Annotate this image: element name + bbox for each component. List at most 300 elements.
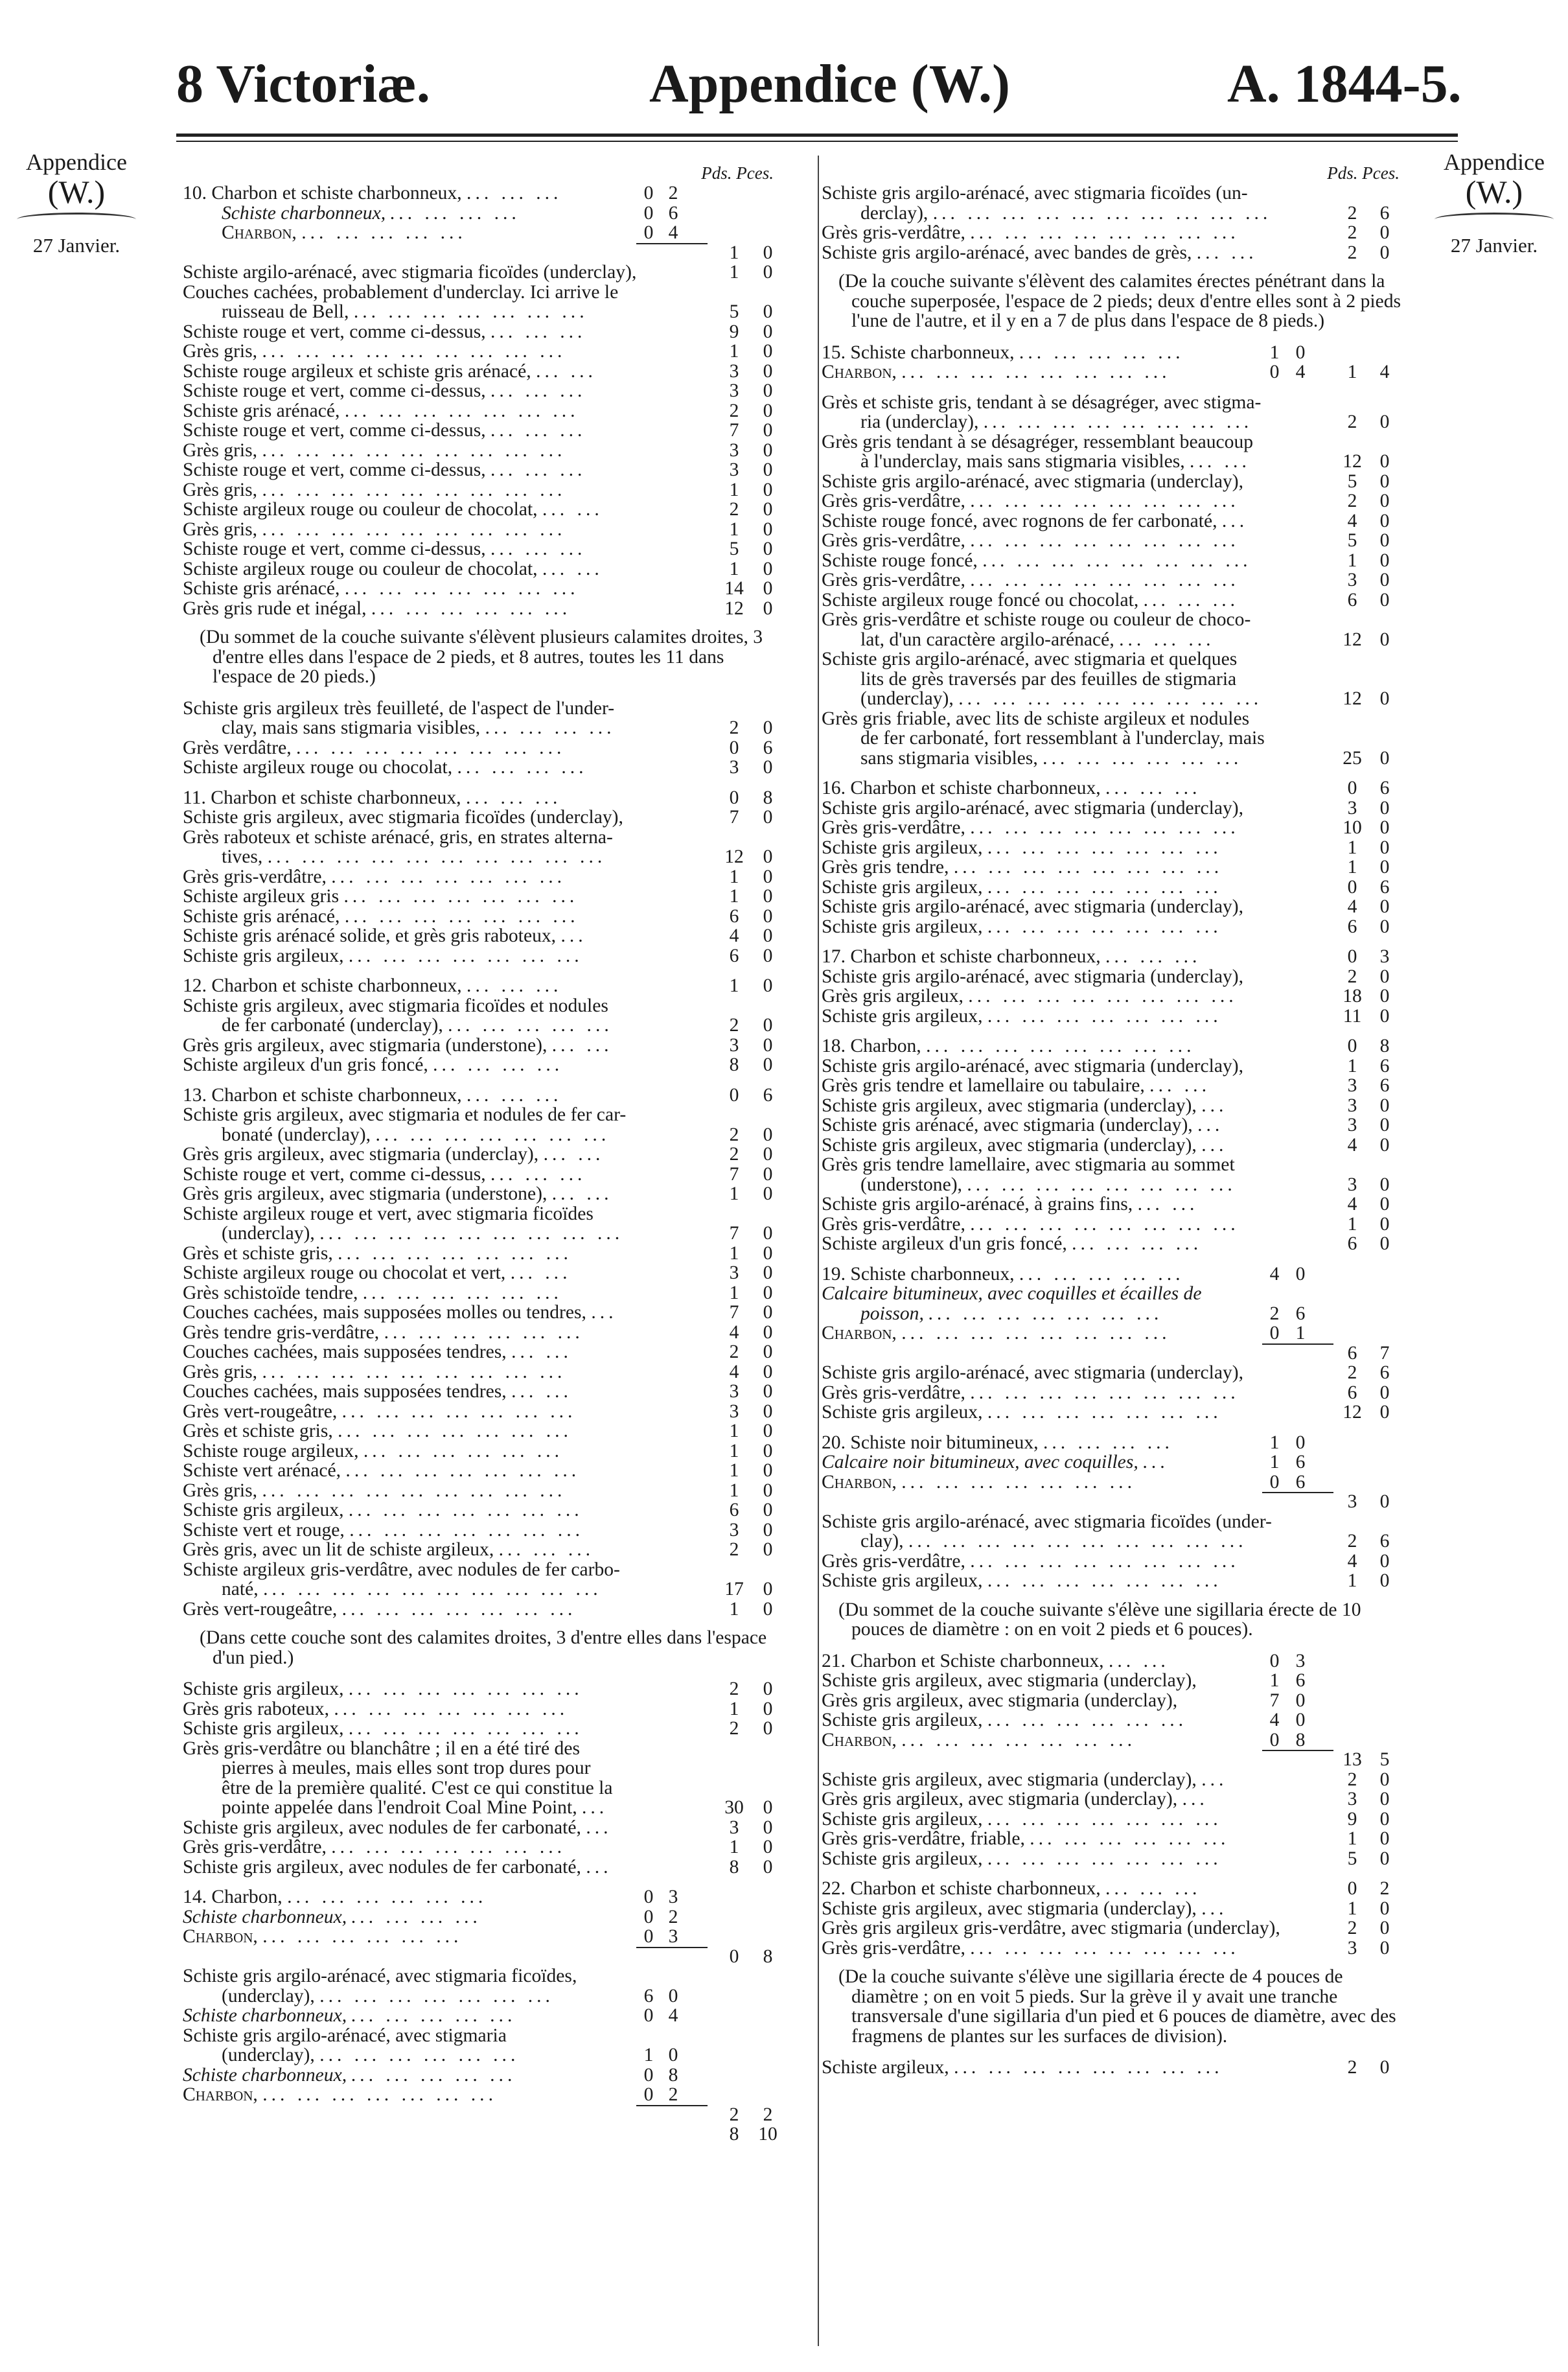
inches-value: 6 <box>1379 202 1390 224</box>
feet-value: 4 <box>729 925 739 946</box>
feet-value: 5 <box>1347 1848 1357 1869</box>
feet-value: 6 <box>1347 589 1357 610</box>
leader-dots: ... ... <box>536 360 597 382</box>
strata-label: Schiste gris argilo-arénacé, avec stigmaria (underclay), <box>822 966 1244 987</box>
inches-value: 6 <box>763 1084 773 1106</box>
spacer <box>183 966 792 976</box>
strata-row <box>822 749 1418 769</box>
strata-row <box>822 709 1418 729</box>
leader-dots: ... ... <box>1190 451 1251 472</box>
feet-value: 13 <box>1343 1749 1362 1770</box>
strata-row <box>822 1899 1418 1919</box>
strata-label: Grès raboteux et schiste arénacé, gris, en strates alterna- <box>183 826 613 848</box>
strata-label: Schiste gris argileux, ... ... ... ... ... ... ... <box>183 1718 583 1739</box>
sum-rule <box>1262 1750 1333 1751</box>
inches-value: 0 <box>763 479 773 500</box>
feet-value: 2 <box>729 1124 739 1145</box>
feet-sub: 4 <box>1269 1710 1280 1730</box>
leader-dots: ... ... ... ... ... ... ... ... ... <box>262 1361 566 1382</box>
strata-label: Grès gris-verdâtre, ... ... ... ... ... ... ... ... <box>822 1937 1239 1959</box>
feet-value: 2 <box>729 1718 739 1739</box>
leader-dots: ... ... ... ... ... ... <box>287 1887 487 1907</box>
feet-value: 1 <box>1347 550 1357 571</box>
feet-value: 3 <box>1347 797 1357 819</box>
strata-label: Couches cachées, probablement d'underclay. Ici arrive le <box>183 281 619 303</box>
inches-value: 0 <box>763 1282 773 1303</box>
inches-value: 0 <box>763 360 773 382</box>
inches-value: 0 <box>763 499 773 520</box>
feet-sub: 0 <box>643 2064 654 2086</box>
inches-sub: 3 <box>668 1926 678 1947</box>
leader-dots: ... ... ... ... <box>351 1906 482 1927</box>
strata-row <box>183 907 792 927</box>
feet-value: 2 <box>729 1015 739 1036</box>
inches-sub: 0 <box>1295 342 1306 363</box>
inches-value: 0 <box>763 598 773 619</box>
strata-row <box>183 1303 792 1323</box>
strata-label: Grès gris, ... ... ... ... ... ... ... ... ... <box>183 479 566 500</box>
inches-value: 0 <box>763 341 773 362</box>
strata-row <box>183 322 792 342</box>
strata-row <box>183 1500 792 1520</box>
strata-row <box>183 183 792 203</box>
spacer <box>183 1877 792 1887</box>
inches-value: 0 <box>763 1242 773 1264</box>
strata-row <box>822 728 1418 749</box>
strata-label: Schiste gris argileux, avec nodules de fer carbonaté, ... <box>183 1856 612 1878</box>
strata-row <box>183 1947 792 1967</box>
strata-row <box>183 1719 792 1739</box>
strata-row <box>183 362 792 382</box>
strata-label: Schiste argileux rouge ou couleur de chocolat, ... ... <box>183 558 603 579</box>
strata-row <box>183 2085 792 2105</box>
feet-value: 0 <box>729 737 739 758</box>
strata-label: (underclay), ... ... ... ... ... ... ... ... ... <box>222 1223 624 1244</box>
strata-row <box>822 1691 1418 1711</box>
leader-dots: ... ... ... <box>467 183 562 203</box>
note-paragraph: (De la couche suivante s'élèvent des calamites érectes pénétrant dans la couche superposée, l'espace de 2 pieds; deux d'entre elles sont à 2 pieds l'une de l'autre, et il y en a 7 de plus dans l'espace de 8 pieds.) <box>838 271 1401 331</box>
feet-value: 1 <box>729 518 739 540</box>
strata-row <box>183 1283 792 1303</box>
strata-label: Grès tendre gris-verdâtre, ... ... ... ... ... ... <box>183 1321 584 1343</box>
strata-label: 22. Charbon et schiste charbonneux, ... ... ... <box>822 1878 1201 1899</box>
strata-row <box>183 1184 792 1204</box>
leader-dots: ... ... ... ... ... ... ... <box>987 1402 1222 1423</box>
feet-value: 1 <box>729 886 739 907</box>
leader-dots: ... ... ... ... ... ... ... <box>987 916 1222 937</box>
strata-label: tives, ... ... ... ... ... ... ... ... ... ... <box>222 846 606 867</box>
leader-dots: ... ... ... ... ... ... ... <box>987 876 1222 898</box>
inches-sub: 6 <box>1295 1471 1306 1493</box>
strata-label: Schiste gris argileux, ... ... ... ... ... ... ... <box>183 1679 583 1699</box>
leader-dots: ... ... ... ... ... ... ... <box>338 1421 572 1441</box>
inches-value: 4 <box>1379 362 1390 382</box>
strata-row <box>183 1560 792 1580</box>
leader-dots: ... ... ... ... ... ... ... <box>928 1303 1164 1324</box>
feet-value: 6 <box>729 945 739 966</box>
strata-row <box>822 1076 1418 1096</box>
strata-row <box>183 1927 792 1947</box>
strata-label: Schiste gris argileux, avec stigmaria ficoïdes (underclay), <box>183 807 623 828</box>
inches-value: 0 <box>1379 1848 1390 1869</box>
inches-value: 0 <box>1379 1918 1390 1938</box>
feet-value: 2 <box>729 1539 739 1560</box>
header-title: Appendice (W.) <box>649 54 1010 114</box>
inches-value: 8 <box>763 787 773 808</box>
leader-dots: ... ... ... ... ... ... ... ... <box>953 857 1223 878</box>
strata-row <box>183 808 792 828</box>
inches-value: 0 <box>763 846 773 867</box>
inches-value: 8 <box>763 1946 773 1967</box>
strata-row <box>183 2006 792 2026</box>
strata-row <box>183 1105 792 1125</box>
strata-label: bonaté (underclay), ... ... ... ... ... ... ... <box>222 1124 610 1145</box>
feet-value: 3 <box>729 1401 739 1422</box>
right-rows <box>822 183 1418 2078</box>
leader-dots: ... ... ... ... <box>390 202 521 224</box>
strata-label: sans stigmaria visibles, ... ... ... ... ... ... <box>860 747 1243 769</box>
leader-dots: ... ... ... <box>1105 946 1201 967</box>
feet-sub: 1 <box>1269 1670 1280 1691</box>
feet-sub: 1 <box>643 2045 654 2065</box>
leader-dots: ... ... ... ... ... ... ... ... ... ... <box>932 202 1272 224</box>
feet-value: 3 <box>1347 1937 1357 1959</box>
strata-label: de fer carbonaté (underclay), ... ... ... ... ... <box>222 1015 613 1036</box>
margin-appendice: Appendice <box>26 149 127 175</box>
strata-label: Charbon, ... ... ... ... ... ... <box>183 1926 463 1947</box>
strata-row <box>183 520 792 540</box>
strata-row <box>183 2124 792 2145</box>
strata-row <box>183 976 792 996</box>
inches-value: 0 <box>763 1302 773 1323</box>
strata-row <box>822 1750 1418 1770</box>
inches-sub: 0 <box>1295 1690 1306 1711</box>
strata-label: Schiste charbonneux, ... ... ... ... <box>222 202 521 224</box>
leader-dots: ... ... <box>543 1144 605 1165</box>
feet-sub: 1 <box>1269 1432 1280 1453</box>
leader-dots: ... ... ... <box>1143 589 1239 610</box>
strata-label: Grès gris tendre, ... ... ... ... ... ... ... ... <box>822 857 1223 878</box>
strata-row <box>183 2065 792 2086</box>
strata-row <box>183 1778 792 1798</box>
inches-value: 0 <box>763 1579 773 1599</box>
leader-dots: ... ... ... ... ... <box>448 1015 613 1036</box>
feet-value: 6 <box>1347 1233 1357 1254</box>
leader-dots: ... ... ... ... ... ... ... ... <box>954 2057 1223 2078</box>
inches-value: 0 <box>763 1500 773 1520</box>
inches-value: 0 <box>763 1342 773 1362</box>
strata-row <box>183 1323 792 1343</box>
strata-row <box>183 243 792 263</box>
strata-row <box>183 1086 792 1106</box>
strata-row <box>822 1175 1418 1195</box>
feet-sub: 2 <box>1269 1303 1280 1324</box>
inches-value: 0 <box>763 1144 773 1165</box>
strata-label: Grès gris-verdâtre, ... ... ... ... ... ... ... ... <box>822 530 1239 551</box>
inches-sub: 4 <box>668 2005 678 2026</box>
strata-row <box>183 828 792 848</box>
strata-row <box>183 1204 792 1224</box>
leader-dots: ... ... ... ... ... ... ... ... <box>968 986 1238 1006</box>
inches-value: 0 <box>763 1460 773 1481</box>
feet-value: 3 <box>729 1519 739 1541</box>
margin-brace <box>17 213 136 226</box>
strata-row <box>822 472 1418 492</box>
strata-row <box>822 1343 1418 1364</box>
strata-label: à l'underclay, mais sans stigmaria visibles, ... ... <box>860 451 1251 472</box>
inches-value: 0 <box>763 1539 773 1560</box>
leader-dots: ... ... ... ... ... ... ... <box>901 1729 1136 1750</box>
strata-label: Grès gris-verdâtre, ... ... ... ... ... ... ... ... <box>822 1213 1239 1235</box>
spacer <box>822 1026 1418 1036</box>
strata-label: clay), ... ... ... ... ... ... ... ... ... ... <box>860 1531 1247 1552</box>
strata-label: pointe appelée dans l'endroit Coal Mine Point, ... <box>222 1797 608 1818</box>
inches-value: 0 <box>1379 817 1390 838</box>
leader-dots: ... ... ... ... ... ... ... <box>348 1718 583 1739</box>
strata-row <box>822 1036 1418 1056</box>
sum-rule <box>636 1947 708 1948</box>
strata-row <box>822 669 1418 690</box>
leader-dots: ... ... ... ... ... <box>1019 1263 1184 1285</box>
inches-value: 0 <box>763 321 773 342</box>
leader-dots: ... ... ... ... ... ... ... ... ... <box>262 341 566 362</box>
strata-row <box>183 1362 792 1382</box>
strata-row <box>822 986 1418 1006</box>
inches-value: 0 <box>1379 986 1390 1006</box>
feet-value: 2 <box>1347 1918 1357 1938</box>
inches-value: 0 <box>763 518 773 540</box>
feet-sub: 0 <box>1269 1729 1280 1750</box>
strata-label: (underclay), ... ... ... ... ... ... ... <box>222 1985 554 2006</box>
strata-label: Schiste gris arénacé, avec stigmaria (underclay), ... <box>822 1115 1224 1135</box>
strata-label: Schiste gris argilo-arénacé, avec stigmaria (underclay), <box>822 1055 1244 1076</box>
inches-sub: 4 <box>668 222 678 243</box>
strata-label: Grès gris, ... ... ... ... ... ... ... ... ... <box>183 439 566 461</box>
strata-label: Schiste gris argileux, avec stigmaria (underclay), ... <box>822 1095 1228 1116</box>
leader-dots: ... ... ... <box>467 975 562 996</box>
leader-dots: ... ... ... <box>1105 1878 1201 1899</box>
inches-value: 0 <box>763 1054 773 1075</box>
leader-dots: ... ... ... <box>490 1163 586 1185</box>
leader-dots: ... ... ... ... ... ... ... <box>901 1471 1136 1493</box>
leader-dots: ... ... <box>1149 1075 1210 1096</box>
strata-row <box>822 1730 1418 1750</box>
strata-row <box>183 1540 792 1560</box>
strata-label: Schiste argileux, ... ... ... ... ... ... ... ... <box>822 2057 1223 2078</box>
strata-row <box>183 539 792 559</box>
leader-dots: ... ... ... ... ... ... ... ... ... <box>319 1223 624 1244</box>
inches-value: 0 <box>763 1598 773 1620</box>
strata-row <box>822 491 1418 511</box>
strata-row <box>822 223 1418 243</box>
leader-dots: ... ... ... ... ... <box>301 222 467 243</box>
strata-label: Schiste gris argileux, ... ... ... ... ... ... ... <box>822 1402 1222 1423</box>
strata-row <box>183 1441 792 1461</box>
margin-w: (W.) <box>47 173 106 210</box>
feet-value: 3 <box>729 380 739 401</box>
leader-dots: ... ... ... ... ... ... ... <box>987 1808 1222 1830</box>
inches-sub: 2 <box>668 2084 678 2105</box>
feet-value: 0 <box>729 1946 739 1967</box>
strata-label: Schiste gris argileux, ... ... ... ... ... ... ... <box>822 1808 1222 1830</box>
leader-dots: ... ... ... ... <box>1043 1432 1173 1453</box>
leader-dots: ... ... <box>1137 1194 1199 1215</box>
inches-value: 0 <box>1379 1005 1390 1027</box>
strata-row <box>822 838 1418 858</box>
strata-row <box>183 441 792 461</box>
strata-label: poisson, ... ... ... ... ... ... ... <box>860 1303 1164 1324</box>
leader-dots: ... ... ... ... ... ... ... <box>987 1570 1222 1591</box>
leader-dots: ... ... ... ... ... ... ... ... <box>970 530 1239 551</box>
inches-value: 0 <box>1379 2057 1390 2078</box>
strata-label: Schiste gris argileux, ... ... ... ... ... ... ... <box>822 916 1222 937</box>
strata-label: 17. Charbon et schiste charbonneux, ... ... ... <box>822 946 1201 967</box>
inches-value: 0 <box>1379 1174 1390 1195</box>
feet-value: 2 <box>729 499 739 520</box>
feet-value: 0 <box>729 1084 739 1106</box>
strata-label: Schiste vert et rouge, ... ... ... ... ... ... ... <box>183 1519 584 1541</box>
leader-dots: ... ... ... ... ... ... ... ... <box>901 1323 1171 1343</box>
note-paragraph: (De la couche suivante s'élève une sigillaria érecte de 4 pouces de diamètre ; on en voit 5 pieds. Sur la grève il y avait une tranche transversale d'une sigillaria d'un pied et 6 pouces de diamètre, avec des fragmens de plantes sur les surfaces de division). <box>838 1966 1396 2047</box>
margin-appendice: Appendice <box>1444 149 1545 175</box>
inches-value: 0 <box>763 1440 773 1461</box>
strata-row <box>822 1194 1418 1215</box>
feet-value: 1 <box>1347 362 1357 382</box>
strata-row <box>822 1006 1418 1027</box>
strata-row <box>183 1579 792 1599</box>
note-paragraph: (Dans cette couche sont des calamites droites, 3 d'entre elles dans l'espace d'un pied.) <box>200 1627 767 1668</box>
strata-label: Schiste gris argilo-arénacé, avec stigmaria ficoïdes, <box>183 1966 577 1986</box>
leader-dots: ... ... ... ... ... ... ... <box>348 1679 583 1699</box>
strata-row <box>183 480 792 500</box>
strata-row <box>822 1115 1418 1135</box>
leader-dots: ... ... ... <box>1119 629 1215 650</box>
strata-row <box>183 460 792 480</box>
leader-dots: ... ... ... ... ... ... <box>987 1710 1188 1730</box>
feet-value: 7 <box>729 1163 739 1185</box>
strata-label: Schiste rouge et vert, comme ci-dessus, ... ... ... <box>183 539 586 559</box>
inches-value: 0 <box>763 439 773 461</box>
feet-value: 1 <box>1347 1213 1357 1235</box>
strata-row <box>822 1710 1418 1730</box>
feet-value: 2 <box>1347 202 1357 224</box>
feet-value: 0 <box>1347 946 1357 967</box>
leader-dots: ... ... ... ... ... ... ... ... <box>926 1036 1195 1056</box>
leader-dots: ... ... ... ... ... ... ... <box>345 1460 581 1481</box>
margin-w: (W.) <box>1465 173 1523 210</box>
strata-row <box>183 1818 792 1838</box>
leader-dots: ... ... ... <box>490 459 586 480</box>
strata-label: Schiste argileux d'un gris foncé, ... ... ... ... <box>183 1054 564 1075</box>
feet-value: 12 <box>1343 451 1362 472</box>
margin-date: 27 Janvier. <box>32 234 121 257</box>
inches-value: 0 <box>1379 1134 1390 1156</box>
feet-value: 3 <box>729 1817 739 1838</box>
strata-row <box>822 649 1418 669</box>
inches-value: 0 <box>763 420 773 441</box>
feet-value: 5 <box>1347 530 1357 551</box>
inches-value: 0 <box>763 459 773 480</box>
leader-dots: ... <box>1143 1452 1170 1472</box>
leader-dots: ... <box>582 1797 608 1818</box>
leader-dots: ... ... ... ... ... ... ... ... ... <box>262 518 566 540</box>
inches-value: 0 <box>1379 1898 1390 1919</box>
leader-dots: ... ... ... ... ... ... ... ... <box>982 550 1252 571</box>
inches-value: 0 <box>763 301 773 322</box>
strata-row <box>822 590 1418 610</box>
strata-row <box>822 412 1418 432</box>
feet-sub: 0 <box>643 2084 654 2105</box>
strata-label: Grès gris tendant à se désagréger, ressemblant beaucoup <box>822 431 1254 452</box>
feet-sub: 0 <box>1269 1323 1280 1343</box>
feet-value: 3 <box>729 360 739 382</box>
spacer <box>183 778 792 788</box>
strata-row <box>822 1651 1418 1671</box>
strata-label: Grès gris, ... ... ... ... ... ... ... ... ... <box>183 1361 566 1382</box>
strata-row <box>822 243 1418 263</box>
inches-value: 8 <box>1379 1036 1390 1056</box>
feet-value: 6 <box>729 905 739 927</box>
strata-label: Schiste gris argilo-arénacé, avec stigmaria <box>183 2025 507 2046</box>
strata-label: Schiste gris arénacé solide, et grès gris raboteux, ... <box>183 925 587 946</box>
leader-dots: ... ... ... ... ... ... ... <box>349 1519 584 1541</box>
inches-sub: 3 <box>1295 1650 1306 1671</box>
strata-label: Schiste rouge argileux, ... ... ... ... ... ... <box>183 1440 564 1461</box>
feet-value: 4 <box>1347 1550 1357 1572</box>
inches-value: 0 <box>763 1361 773 1382</box>
leader-dots: ... ... ... ... ... ... <box>371 598 571 619</box>
feet-sub: 6 <box>643 1985 654 2006</box>
strata-row <box>822 203 1418 224</box>
strata-label: Schiste gris argileux, ... ... ... ... ... ... <box>822 1710 1188 1730</box>
feet-value: 12 <box>1343 688 1362 709</box>
strata-row <box>183 699 792 719</box>
feet-value: 0 <box>729 787 739 808</box>
feet-value: 12 <box>724 846 744 867</box>
strata-row <box>822 1433 1418 1453</box>
strata-row <box>822 1383 1418 1403</box>
inches-value: 0 <box>1379 1789 1390 1809</box>
strata-row <box>822 452 1418 472</box>
feet-value: 8 <box>729 1054 739 1075</box>
strata-row <box>822 1770 1418 1790</box>
feet-value: 0 <box>1347 876 1357 898</box>
feet-value: 7 <box>729 420 739 441</box>
strata-label: 20. Schiste noir bitumineux, ... ... ... ... <box>822 1432 1173 1453</box>
strata-row <box>183 342 792 362</box>
margin-note-left <box>5 150 148 257</box>
strata-label: Schiste argileux rouge et vert, avec stigmaria ficoïdes <box>183 1203 594 1224</box>
strata-label: Grès gris-verdâtre et schiste rouge ou couleur de choco- <box>822 609 1251 630</box>
leader-dots: ... ... ... ... <box>1072 1233 1203 1254</box>
inches-value: 0 <box>1379 1213 1390 1235</box>
feet-value: 1 <box>729 1242 739 1264</box>
strata-label: lits de grès traversés par des feuilles de stigmaria <box>860 668 1237 690</box>
leader-dots: ... ... ... ... ... <box>1019 342 1184 363</box>
feet-sub: 0 <box>643 202 654 224</box>
strata-row <box>822 1135 1418 1156</box>
feet-value: 4 <box>1347 510 1357 531</box>
inches-value: 0 <box>763 578 773 599</box>
feet-value: 25 <box>1343 747 1362 769</box>
strata-label: Grès gris, avec un lit de schiste argileux, ... ... ... <box>183 1539 595 1560</box>
feet-value: 18 <box>1343 986 1362 1006</box>
strata-row <box>822 1363 1418 1383</box>
inches-sub: 6 <box>1295 1303 1306 1324</box>
feet-value: 17 <box>724 1579 744 1599</box>
spacer <box>822 1423 1418 1433</box>
strata-row <box>183 1857 792 1878</box>
